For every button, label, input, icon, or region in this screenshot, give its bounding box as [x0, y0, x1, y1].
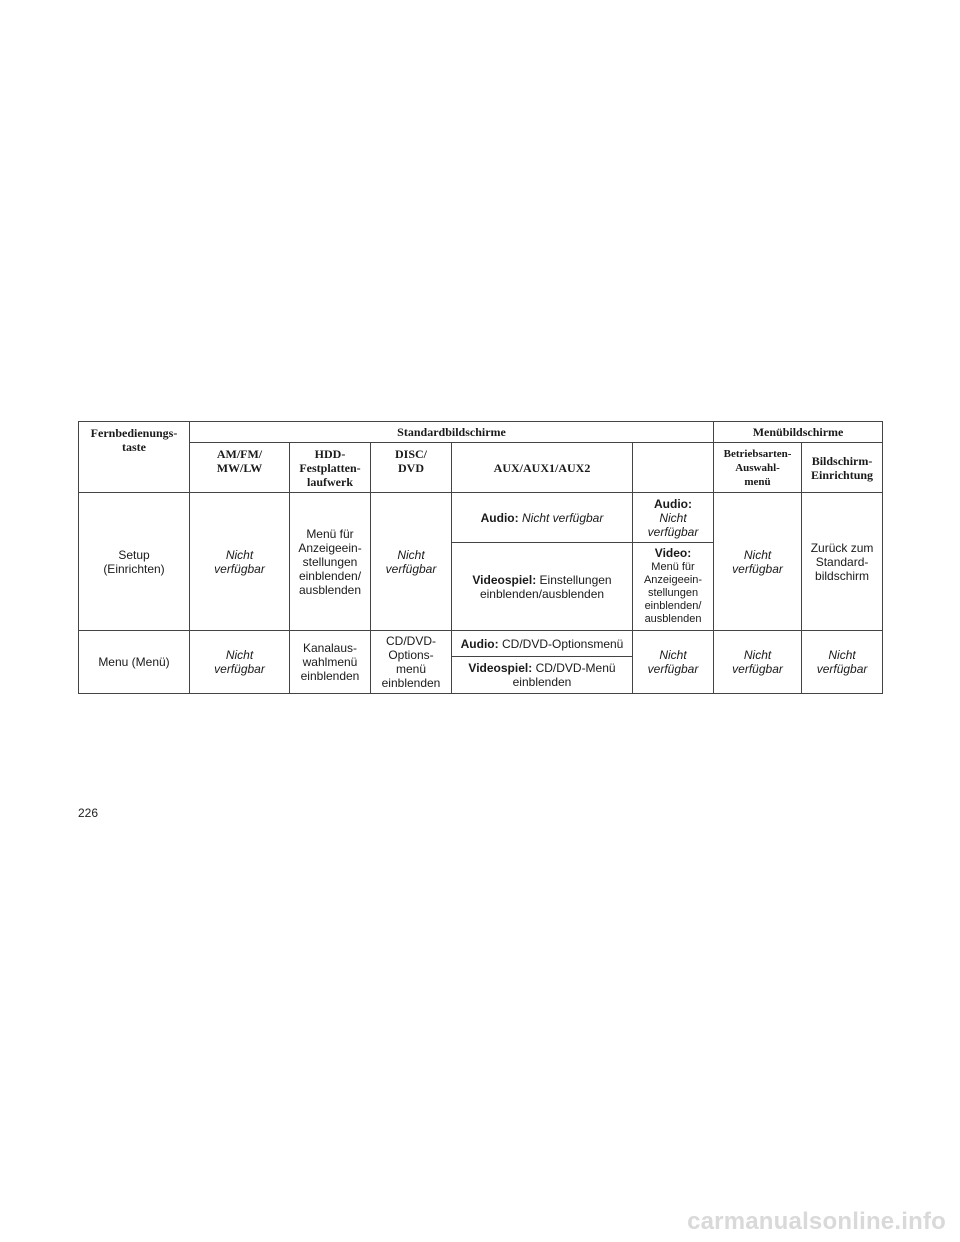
col-header-amfm: AM/FM/ MW/LW	[190, 443, 290, 493]
table-row-setup-audio	[79, 493, 883, 543]
cell-setup-blank-audio	[633, 493, 714, 543]
remote-functions-table	[78, 421, 883, 694]
cell-setup-aux-audio	[452, 493, 633, 543]
cell-menu-screen-setup: Nicht verfügbar	[802, 631, 883, 694]
label-audio: Audio:	[480, 510, 519, 525]
col-header-aux: AUX/AUX1/AUX2	[452, 443, 633, 493]
cell-menu-amfm: Nicht verfügbar	[190, 631, 290, 694]
cell-menu-blank: Nicht verfügbar	[633, 631, 714, 694]
cell-setup-screen-setup: Zurück zum Standard- bildschirm	[802, 493, 883, 631]
cell-setup-blank-video	[633, 543, 714, 631]
cell-setup-aux-video	[452, 543, 633, 631]
value-audio: Nicht verfügbar	[521, 510, 604, 525]
label-audio: Audio:	[460, 636, 499, 651]
col-group-menu-screens: Menübildschirme	[714, 422, 883, 443]
row-label-menu: Menu (Menü)	[79, 631, 190, 694]
cell-setup-disc: Nicht verfügbar	[371, 493, 452, 631]
col-header-mode-menu: Betriebsarten- Auswahl- menü	[714, 443, 802, 493]
col-group-standard-screens: Standardbildschirme	[190, 422, 714, 443]
header-row-2	[79, 443, 883, 493]
value-videogame: Einstellungen einblenden/ausblenden	[479, 572, 612, 601]
cell-setup-mode-menu: Nicht verfügbar	[714, 493, 802, 631]
cell-menu-aux-audio	[452, 631, 633, 657]
table-row-menu-audio	[79, 631, 883, 657]
row-label-setup: Setup (Einrichten)	[79, 493, 190, 631]
header-row-1	[79, 422, 883, 443]
cell-setup-amfm: Nicht verfügbar	[190, 493, 290, 631]
label-videogame: Videospiel:	[472, 572, 537, 587]
col-header-hdd: HDD- Festplatten- laufwerk	[290, 443, 371, 493]
value-audio: CD/DVD-Optionsmenü	[501, 636, 624, 651]
value-videogame: CD/DVD-Menü einblenden	[512, 661, 616, 690]
col-header-disc: DISC/ DVD	[371, 443, 452, 493]
watermark: carmanualsonline.info	[687, 1208, 946, 1235]
cell-menu-hdd: Kanalaus- wahlmenü einblenden	[290, 631, 371, 694]
page-number: 226	[78, 806, 99, 820]
cell-menu-aux-video	[452, 657, 633, 694]
value-audio: Nicht verfügbar	[647, 510, 699, 539]
col-header-blank	[633, 443, 714, 493]
cell-menu-disc: CD/DVD- Options- menü einblenden	[371, 631, 452, 694]
col-header-remote-key: Fernbedienungs- taste	[79, 422, 190, 493]
label-videogame: Videospiel:	[468, 661, 533, 676]
label-audio: Audio:	[654, 496, 693, 511]
label-video: Video:	[654, 546, 692, 560]
col-header-screen-setup: Bildschirm- Einrichtung	[802, 443, 883, 493]
cell-setup-hdd: Menü für Anzeigeein- stellungen einblenden/ ausblenden	[290, 493, 371, 631]
value-video: Menü für Anzeigeein- stellungen einblenden/ ausblenden	[643, 561, 703, 625]
cell-menu-mode-menu: Nicht verfügbar	[714, 631, 802, 694]
